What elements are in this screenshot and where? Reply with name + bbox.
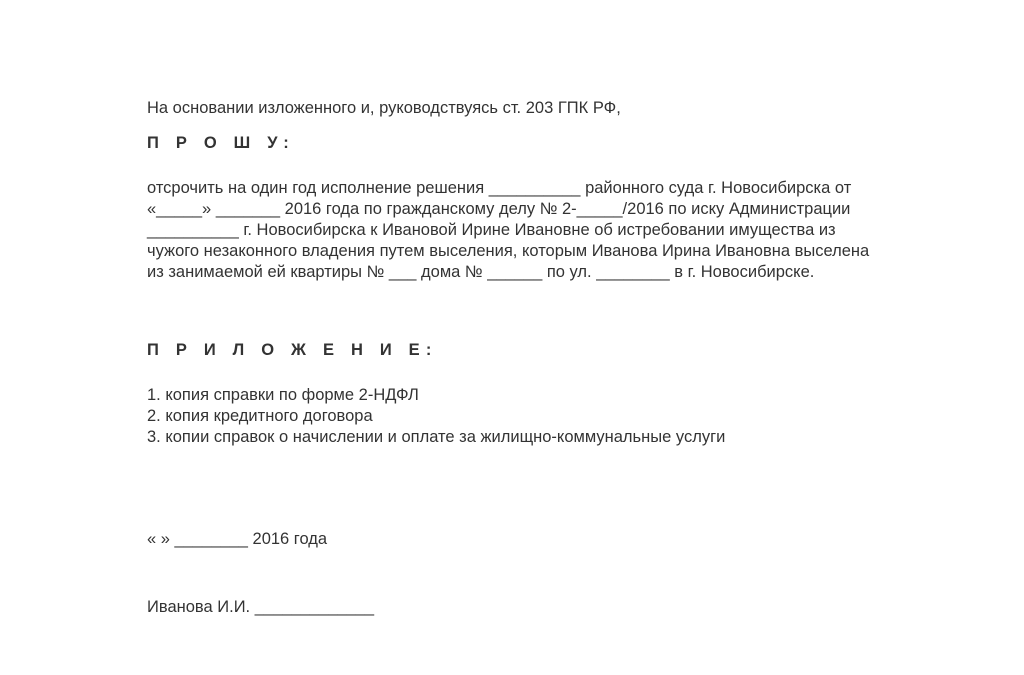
signature-line: Иванова И.И. _____________ (147, 598, 375, 616)
attachment-item-1: 1. копия справки по форме 2-НДФЛ (147, 386, 419, 404)
request-line-2: «_____» _______ 2016 года по гражданскому делу № 2-_____/2016 по иску Администрации (147, 200, 851, 218)
request-heading: П Р О Ш У: (147, 134, 295, 152)
attachment-heading: П Р И Л О Ж Е Н И Е: (147, 341, 438, 359)
request-line-3: __________ г. Новосибирска к Ивановой Ирине Ивановне об истребовании имущества из (147, 221, 836, 239)
attachment-item-2: 2. копия кредитного договора (147, 407, 373, 425)
request-line-1: отсрочить на один год исполнение решения __________ районного суда г. Новосибирска от (147, 179, 852, 197)
date-line: « » ________ 2016 года (147, 530, 328, 548)
intro-text: На основании изложенного и, руководствуясь ст. 203 ГПК РФ, (147, 99, 621, 117)
request-line-5: из занимаемой ей квартиры № ___ дома № ______ по ул. ________ в г. Новосибирске. (147, 263, 815, 281)
request-line-4: чужого незаконного владения путем выселения, которым Иванова Ирина Ивановна выселена (147, 242, 870, 260)
attachment-item-3: 3. копии справок о начислении и оплате за жилищно-коммунальные услуги (147, 428, 726, 446)
